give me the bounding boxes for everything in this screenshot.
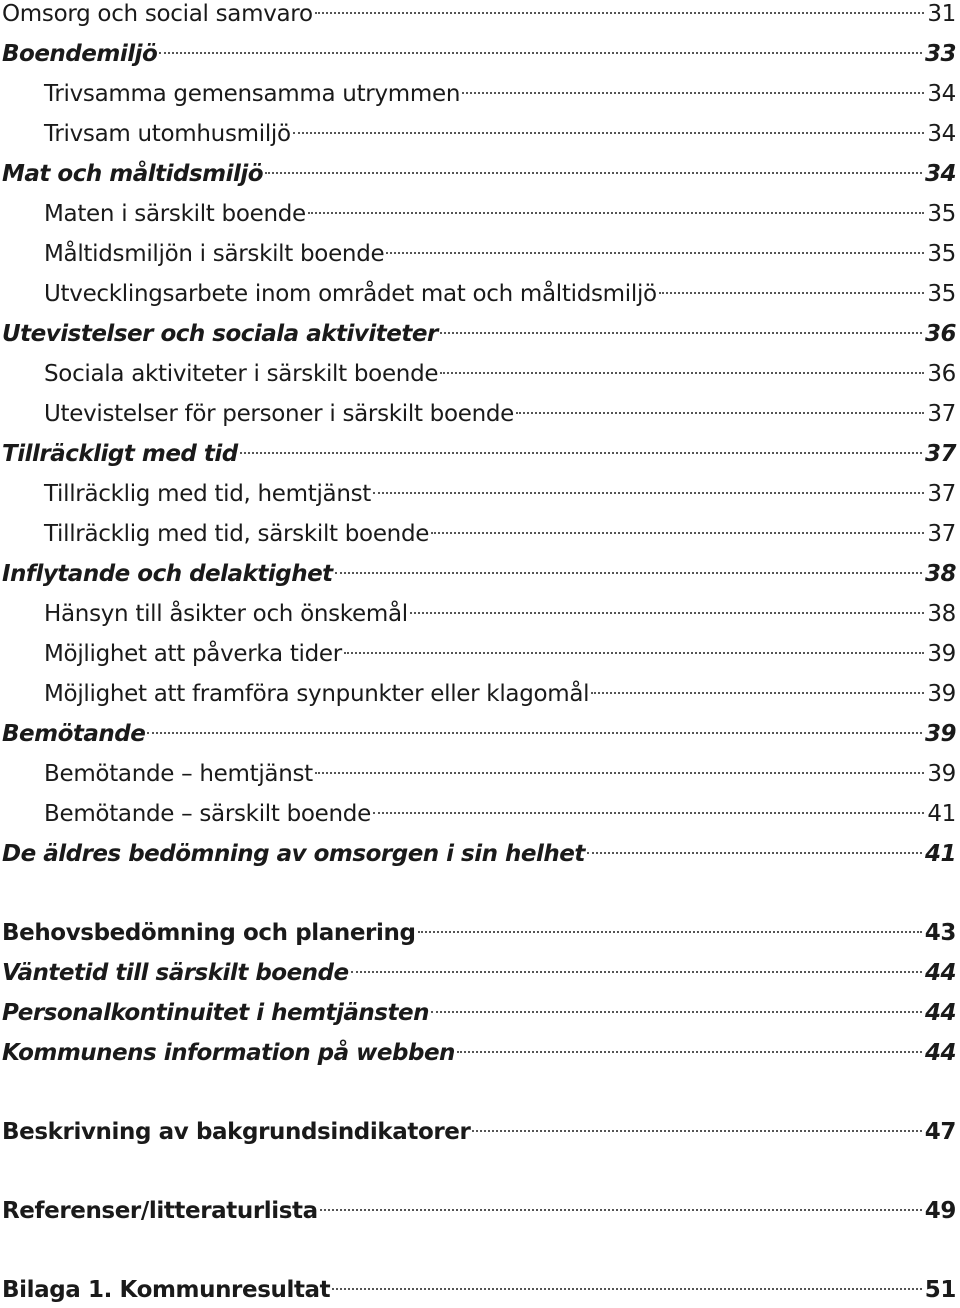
toc-page-number: 39 (927, 761, 956, 787)
toc-entry[interactable] (0, 316, 956, 352)
toc-entry-title: Möjlighet att framföra synpunkter eller klagomål (44, 681, 590, 707)
toc-page-number: 34 (924, 161, 956, 187)
toc-entry-title: Trivsamma gemensamma utrymmen (44, 81, 461, 107)
toc-leader (418, 931, 922, 933)
toc-page-number: 43 (924, 920, 956, 946)
toc-entry-title: Bemötande – särskilt boende (44, 801, 371, 827)
toc-leader (373, 492, 924, 494)
toc-entry[interactable] (0, 796, 956, 832)
toc-entry[interactable] (0, 36, 956, 72)
toc-entry[interactable] (0, 955, 956, 991)
toc-leader (462, 92, 924, 94)
toc-page-number: 41 (924, 841, 956, 867)
toc-entry-title: Tillräcklig med tid, särskilt boende (44, 521, 430, 547)
toc-entry[interactable] (0, 556, 956, 592)
toc-page-number: 31 (927, 1, 956, 27)
toc-leader (315, 12, 925, 14)
toc-entry-title: Boendemiljö (2, 41, 158, 67)
toc-leader (293, 132, 925, 134)
toc-entry[interactable] (0, 836, 956, 872)
toc-page-number: 41 (927, 801, 956, 827)
toc-leader (457, 1051, 922, 1053)
toc-leader (315, 772, 924, 774)
toc-entry-title: Utevistelser för personer i särskilt boende (44, 401, 515, 427)
toc-entry-title: Mat och måltidsmiljö (2, 161, 264, 187)
toc-entry-title: Kommunens information på webben (2, 1040, 455, 1066)
toc-entry-title: Bilaga 1. Kommunresultat (2, 1277, 331, 1303)
toc-entry-title: Referenser/litteraturlista (2, 1198, 318, 1224)
toc-entry[interactable] (0, 476, 956, 512)
toc-entry-title: Utvecklingsarbete inom området mat och måltidsmiljö (44, 281, 657, 307)
toc-entry[interactable] (0, 236, 956, 272)
toc-page-number: 39 (927, 681, 956, 707)
toc-entry[interactable] (0, 716, 956, 752)
toc-entry-title: Måltidsmiljön i särskilt boende (44, 241, 385, 267)
toc-page-number: 44 (924, 1040, 956, 1066)
toc-page-number: 37 (927, 481, 956, 507)
toc-entry-title: Utevistelser och sociala aktiviteter (2, 321, 438, 347)
toc-leader (440, 332, 922, 334)
toc-entry[interactable] (0, 156, 956, 192)
toc-page-number: 39 (924, 721, 956, 747)
toc-entry[interactable] (0, 116, 956, 152)
toc-entry[interactable] (0, 196, 956, 232)
toc-entry[interactable] (0, 356, 956, 392)
toc-entry[interactable] (0, 396, 956, 432)
toc-entry[interactable] (0, 276, 956, 312)
toc-entry-title: Tillräckligt med tid (2, 441, 238, 467)
toc-page-number: 36 (927, 361, 956, 387)
toc-entry-title: Omsorg och social samvaro (2, 1, 313, 27)
toc-entry[interactable] (0, 516, 956, 552)
toc-page-number: 38 (924, 561, 956, 587)
toc-entry-title: Tillräcklig med tid, hemtjänst (44, 481, 372, 507)
toc-leader (587, 852, 922, 854)
toc-entry[interactable] (0, 676, 956, 712)
toc-entry-title: Personalkontinuitet i hemtjänsten (2, 1000, 429, 1026)
toc-entry-title: Bemötande (2, 721, 146, 747)
toc-leader (373, 812, 924, 814)
toc-entry[interactable] (0, 1193, 956, 1229)
toc-page-number: 39 (927, 641, 956, 667)
toc-entry-title: Inflytande och delaktighet (2, 561, 333, 587)
toc-leader (335, 572, 922, 574)
toc-page-number: 34 (927, 121, 956, 147)
toc-leader (410, 612, 924, 614)
toc-leader (159, 52, 922, 54)
toc-entry-title: Trivsam utomhusmiljö (44, 121, 291, 147)
toc-page-number: 35 (927, 241, 956, 267)
toc-entry[interactable] (0, 436, 956, 472)
toc-leader (659, 292, 925, 294)
toc-leader (472, 1130, 921, 1132)
toc-leader (440, 372, 924, 374)
toc-page-number: 37 (927, 401, 956, 427)
toc-page-number: 44 (924, 960, 956, 986)
toc-page-number: 47 (924, 1119, 956, 1145)
toc-leader (320, 1209, 922, 1211)
toc-entry[interactable] (0, 915, 956, 951)
toc-leader (308, 212, 924, 214)
toc-entry-title: Väntetid till särskilt boende (2, 960, 349, 986)
toc-entry-title: Maten i särskilt boende (44, 201, 306, 227)
toc-leader (516, 412, 924, 414)
toc-page-number: 35 (927, 281, 956, 307)
toc-page-number: 37 (924, 441, 956, 467)
toc-page-number: 49 (924, 1198, 956, 1224)
toc-leader (240, 452, 922, 454)
toc-page-number: 35 (927, 201, 956, 227)
toc-leader (344, 652, 924, 654)
toc-page-number: 44 (924, 1000, 956, 1026)
toc-page-number: 34 (927, 81, 956, 107)
toc-entry-title: Sociala aktiviteter i särskilt boende (44, 361, 439, 387)
toc-leader (147, 732, 922, 734)
toc-leader (351, 971, 922, 973)
toc-entry-title: Behovsbedömning och planering (2, 920, 416, 946)
toc-entry[interactable] (0, 636, 956, 672)
toc-page-number: 51 (924, 1277, 956, 1303)
toc-entry[interactable] (0, 995, 956, 1031)
toc-entry[interactable] (0, 1035, 956, 1071)
toc-entry[interactable] (0, 1272, 956, 1308)
toc-entry-title: Bemötande – hemtjänst (44, 761, 313, 787)
toc-page-number: 36 (924, 321, 956, 347)
toc-entry-title: Hänsyn till åsikter och önskemål (44, 601, 408, 627)
toc-page-number: 38 (927, 601, 956, 627)
toc-page-number: 37 (927, 521, 956, 547)
toc-leader (386, 252, 924, 254)
toc-entry-title: De äldres bedömning av omsorgen i sin helhet (2, 841, 585, 867)
toc-entry[interactable] (0, 0, 956, 32)
toc-leader (332, 1288, 922, 1290)
toc-entry[interactable] (0, 76, 956, 112)
toc-entry-title: Beskrivning av bakgrundsindikatorer (2, 1119, 471, 1145)
toc-leader (265, 172, 922, 174)
toc-leader (431, 1011, 922, 1013)
toc-entry[interactable] (0, 596, 956, 632)
toc-entry[interactable] (0, 756, 956, 792)
toc-entry[interactable] (0, 1114, 956, 1150)
toc-leader (591, 692, 924, 694)
toc-entry-title: Möjlighet att påverka tider (44, 641, 342, 667)
toc-page-number: 33 (924, 41, 956, 67)
toc-leader (431, 532, 924, 534)
